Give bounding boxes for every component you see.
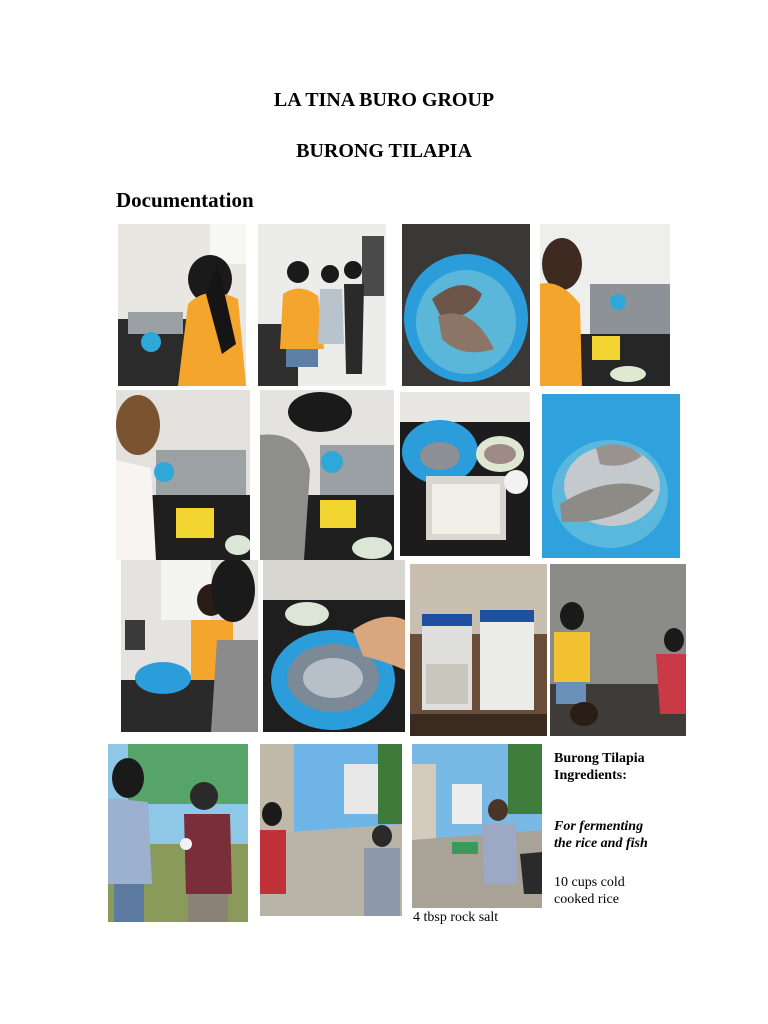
documentation-heading: Documentation	[116, 188, 254, 212]
photo-girls-at-sink	[258, 224, 386, 386]
photo-street-delivery	[260, 744, 402, 916]
photo-fish-rice-basin-hands	[263, 560, 405, 732]
ingredients-title: Burong Tilapia Ingredients:	[554, 751, 645, 783]
photo-washing-fish-sink	[118, 224, 246, 386]
photo-cutting-fish-board	[540, 224, 670, 386]
photo-handing-jar-to-woman	[108, 744, 248, 922]
photo-fish-in-blue-basin	[402, 224, 530, 386]
photo-cleaning-fish	[260, 390, 394, 560]
photo-fermentation-jars	[410, 564, 547, 736]
ingredients-subheading: For fermenting the rice and fish	[554, 819, 648, 851]
photo-fish-pieces-in-basin	[542, 394, 680, 558]
photo-mixing-rice	[121, 560, 258, 732]
photo-women-near-stone-wall	[550, 564, 686, 736]
photo-fish-and-rice-containers	[400, 392, 530, 556]
photo-street-walking	[412, 744, 542, 908]
group-title: LA TINA BURO GROUP	[273, 89, 495, 111]
photo-slicing-fish	[116, 390, 250, 560]
ingredient-item: 10 cups cold cooked rice	[554, 875, 625, 907]
ingredient-item: 4 tbsp rock salt	[413, 910, 499, 925]
product-title: BURONG TILAPIA	[296, 140, 472, 162]
